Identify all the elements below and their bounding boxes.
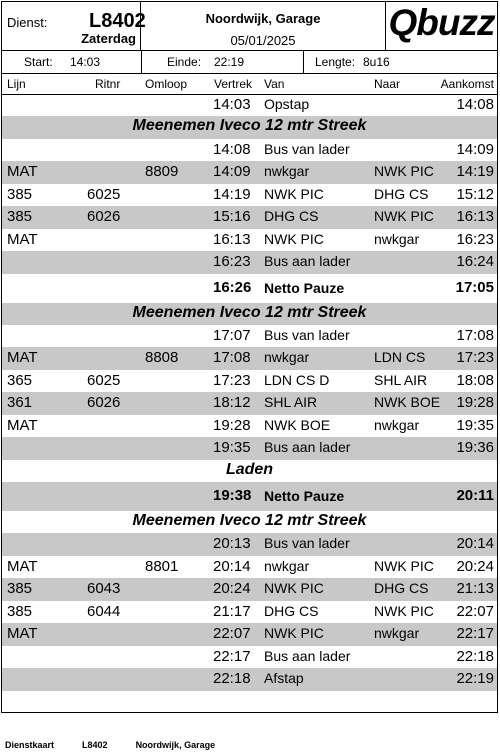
cell-lijn: 385: [7, 208, 33, 226]
cell-vertrek: 19:28: [213, 416, 251, 434]
cell-naar: NWK BOE: [374, 394, 441, 411]
date: 05/01/2025: [230, 33, 296, 48]
einde-value: 22:19: [214, 55, 245, 69]
cell-vertrek: 22:18: [213, 670, 251, 688]
cell-lijn: 365: [7, 371, 33, 389]
cell-van: Bus van lader: [264, 326, 350, 343]
trip-row: [2, 623, 497, 645]
cell-aankomst: 22:19: [456, 670, 494, 688]
cell-vertrek: 17:23: [213, 371, 251, 389]
col-lijn: Lijn: [7, 77, 26, 91]
cell-aankomst: 16:13: [456, 208, 494, 226]
col-van: Van: [264, 77, 285, 91]
section-title: Meenemen Iveco 12 mtr Streek: [132, 303, 367, 321]
cell-aankomst: 16:23: [456, 230, 494, 248]
cell-van: Bus aan lader: [264, 253, 351, 270]
lengte-value: 8u16: [363, 55, 390, 69]
cell-aankomst: 21:13: [456, 580, 494, 598]
cell-aankomst: 19:35: [456, 416, 494, 434]
location: Noordwijk, Garage: [205, 11, 321, 26]
cell-aankomst: 15:12: [456, 185, 494, 203]
footer-location: Noordwijk, Garage: [135, 740, 216, 750]
cell-vertrek: 20:13: [213, 535, 251, 553]
pause-start: 16:26: [213, 278, 252, 296]
cell-naar: DHG CS: [374, 580, 429, 597]
trip-row: [2, 94, 497, 116]
section-title: Meenemen Iveco 12 mtr Streek: [132, 512, 367, 529]
section-row: [2, 511, 497, 533]
cell-aankomst: 19:36: [456, 439, 494, 457]
cell-lijn: 385: [7, 185, 33, 203]
cell-van: DHG CS: [264, 208, 319, 225]
trip-row: [2, 206, 497, 228]
day-of-week: Zaterdag: [81, 31, 136, 46]
cell-naar: SHL AIR: [374, 371, 428, 388]
cell-van: nwkgar: [264, 349, 310, 366]
pause-row: [2, 482, 497, 511]
divider: [141, 51, 142, 73]
start-label: Start:: [24, 55, 53, 69]
cell-lijn: MAT: [7, 416, 38, 434]
cell-van: Bus aan lader: [264, 647, 351, 664]
cell-naar: NWK PIC: [374, 163, 434, 180]
cell-aankomst: 17:23: [456, 349, 494, 367]
cell-vertrek: 21:17: [213, 602, 251, 620]
cell-van: NWK BOE: [264, 416, 331, 433]
cell-lijn: MAT: [7, 349, 38, 367]
cell-lijn: 385: [7, 602, 33, 620]
cell-van: SHL AIR: [264, 394, 318, 411]
pause-end: 20:11: [456, 487, 494, 504]
cell-omloop: 8801: [145, 557, 179, 575]
cell-van: DHG CS: [264, 602, 319, 619]
trip-row: [2, 556, 497, 578]
cell-ritnr: 6025: [87, 371, 121, 389]
pause-label: Netto Pauze: [264, 279, 345, 296]
cell-aankomst: 22:18: [456, 647, 494, 665]
cell-aankomst: 17:08: [456, 326, 494, 344]
einde-label: Einde:: [167, 55, 202, 69]
trip-row: [2, 229, 497, 251]
duty-cell: [2, 2, 146, 50]
col-naar: Naar: [374, 77, 401, 91]
trip-row: [2, 139, 497, 161]
trip-row: [2, 251, 497, 273]
cell-aankomst: 20:14: [456, 535, 494, 553]
col-aankomst: Aankomst: [440, 77, 494, 91]
trip-row: [2, 370, 497, 392]
cell-omloop: 8808: [145, 349, 179, 367]
cell-aankomst: 14:19: [456, 163, 494, 181]
cell-van: NWK PIC: [264, 185, 324, 202]
cell-vertrek: 14:08: [213, 140, 251, 158]
trip-row: [2, 415, 497, 437]
cell-naar: DHG CS: [374, 185, 429, 202]
trip-row: [2, 668, 497, 690]
cell-vertrek: 16:13: [213, 230, 251, 248]
cell-aankomst: 22:17: [456, 625, 494, 643]
cell-aankomst: 19:28: [456, 394, 494, 412]
qbuzz-logo: Qbuzz: [388, 2, 495, 43]
col-omloop: Omloop: [145, 77, 188, 91]
cell-van: Afstap: [264, 670, 304, 687]
lengte-label: Lengte:: [315, 55, 356, 69]
cell-vertrek: 17:08: [213, 349, 251, 367]
cell-naar: NWK PIC: [374, 602, 434, 619]
footer: [5, 740, 243, 750]
cell-vertrek: 15:16: [213, 208, 251, 226]
pause-label: Netto Pauze: [264, 488, 345, 504]
cell-naar: NWK PIC: [374, 208, 434, 225]
cell-vertrek: 14:19: [213, 185, 251, 203]
trip-row: [2, 601, 497, 623]
cell-aankomst: 14:09: [456, 140, 494, 158]
trip-row: [2, 533, 497, 555]
section-title: Meenemen Iveco 12 mtr Streek: [132, 117, 367, 135]
section-row: [2, 116, 497, 138]
cell-van: nwkgar: [264, 163, 310, 180]
cell-vertrek: 18:12: [213, 394, 251, 412]
trip-row: [2, 325, 497, 347]
cell-van: Bus van lader: [264, 535, 350, 552]
footer-code: L8402: [82, 740, 108, 750]
cell-lijn: MAT: [7, 625, 38, 643]
trip-row: [2, 646, 497, 668]
cell-lijn: MAT: [7, 557, 38, 575]
cell-van: nwkgar: [264, 557, 310, 574]
cell-ritnr: 6026: [87, 394, 121, 412]
section-title: Laden: [225, 460, 274, 478]
trip-row: [2, 392, 497, 414]
schedule-rows: [2, 94, 497, 691]
duty-card: [1, 1, 498, 713]
footer-label: Dienstkaart: [5, 740, 55, 750]
cell-lijn: MAT: [7, 163, 38, 181]
cell-vertrek: 20:14: [213, 557, 251, 575]
cell-van: Bus van lader: [264, 140, 350, 157]
cell-ritnr: 6026: [87, 208, 121, 226]
card-header: [2, 2, 497, 51]
cell-van: Bus aan lader: [264, 439, 351, 456]
pause-row: [2, 274, 497, 303]
cell-vertrek: 19:35: [213, 439, 251, 457]
cell-ritnr: 6044: [87, 602, 121, 620]
summary-bar: [2, 51, 497, 74]
cell-ritnr: 6043: [87, 580, 121, 598]
cell-vertrek: 16:23: [213, 253, 251, 271]
cell-aankomst: 22:07: [456, 602, 494, 620]
trip-row: [2, 578, 497, 600]
cell-naar: nwkgar: [374, 416, 420, 433]
cell-van: Opstap: [264, 96, 310, 112]
cell-vertrek: 22:07: [213, 625, 251, 643]
location-cell: [141, 2, 386, 50]
dienst-label: Dienst:: [7, 15, 48, 30]
cell-van: NWK PIC: [264, 625, 324, 642]
dienst-code: L8402: [89, 10, 146, 32]
cell-van: NWK PIC: [264, 580, 324, 597]
column-header: [2, 74, 497, 95]
cell-aankomst: 20:24: [456, 557, 494, 575]
section-row: [2, 303, 497, 325]
cell-aankomst: 16:24: [456, 253, 494, 271]
cell-vertrek: 20:24: [213, 580, 251, 598]
cell-vertrek: 14:03: [213, 96, 251, 113]
logo-cell: [386, 2, 497, 50]
cell-vertrek: 14:09: [213, 163, 251, 181]
trip-row: [2, 437, 497, 459]
trip-row: [2, 184, 497, 206]
divider: [303, 51, 304, 73]
col-vertrek: Vertrek: [214, 77, 253, 91]
cell-aankomst: 18:08: [456, 371, 494, 389]
cell-naar: nwkgar: [374, 625, 420, 642]
cell-naar: LDN CS: [374, 349, 426, 366]
pause-start: 19:38: [213, 487, 252, 504]
col-ritnr: Ritnr: [95, 77, 121, 91]
cell-vertrek: 22:17: [213, 647, 251, 665]
trip-row: [2, 347, 497, 369]
pause-end: 17:05: [455, 278, 494, 296]
cell-lijn: 361: [7, 394, 33, 412]
cell-lijn: 385: [7, 580, 33, 598]
cell-vertrek: 17:07: [213, 326, 251, 344]
cell-aankomst: 14:08: [456, 96, 494, 113]
cell-lijn: MAT: [7, 230, 38, 248]
cell-naar: nwkgar: [374, 230, 420, 247]
cell-van: LDN CS D: [264, 371, 330, 388]
cell-van: NWK PIC: [264, 230, 324, 247]
trip-row: [2, 161, 497, 183]
cell-naar: NWK PIC: [374, 557, 434, 574]
start-value: 14:03: [70, 55, 101, 69]
section-row: [2, 460, 497, 482]
cell-omloop: 8809: [145, 163, 179, 181]
cell-ritnr: 6025: [87, 185, 121, 203]
